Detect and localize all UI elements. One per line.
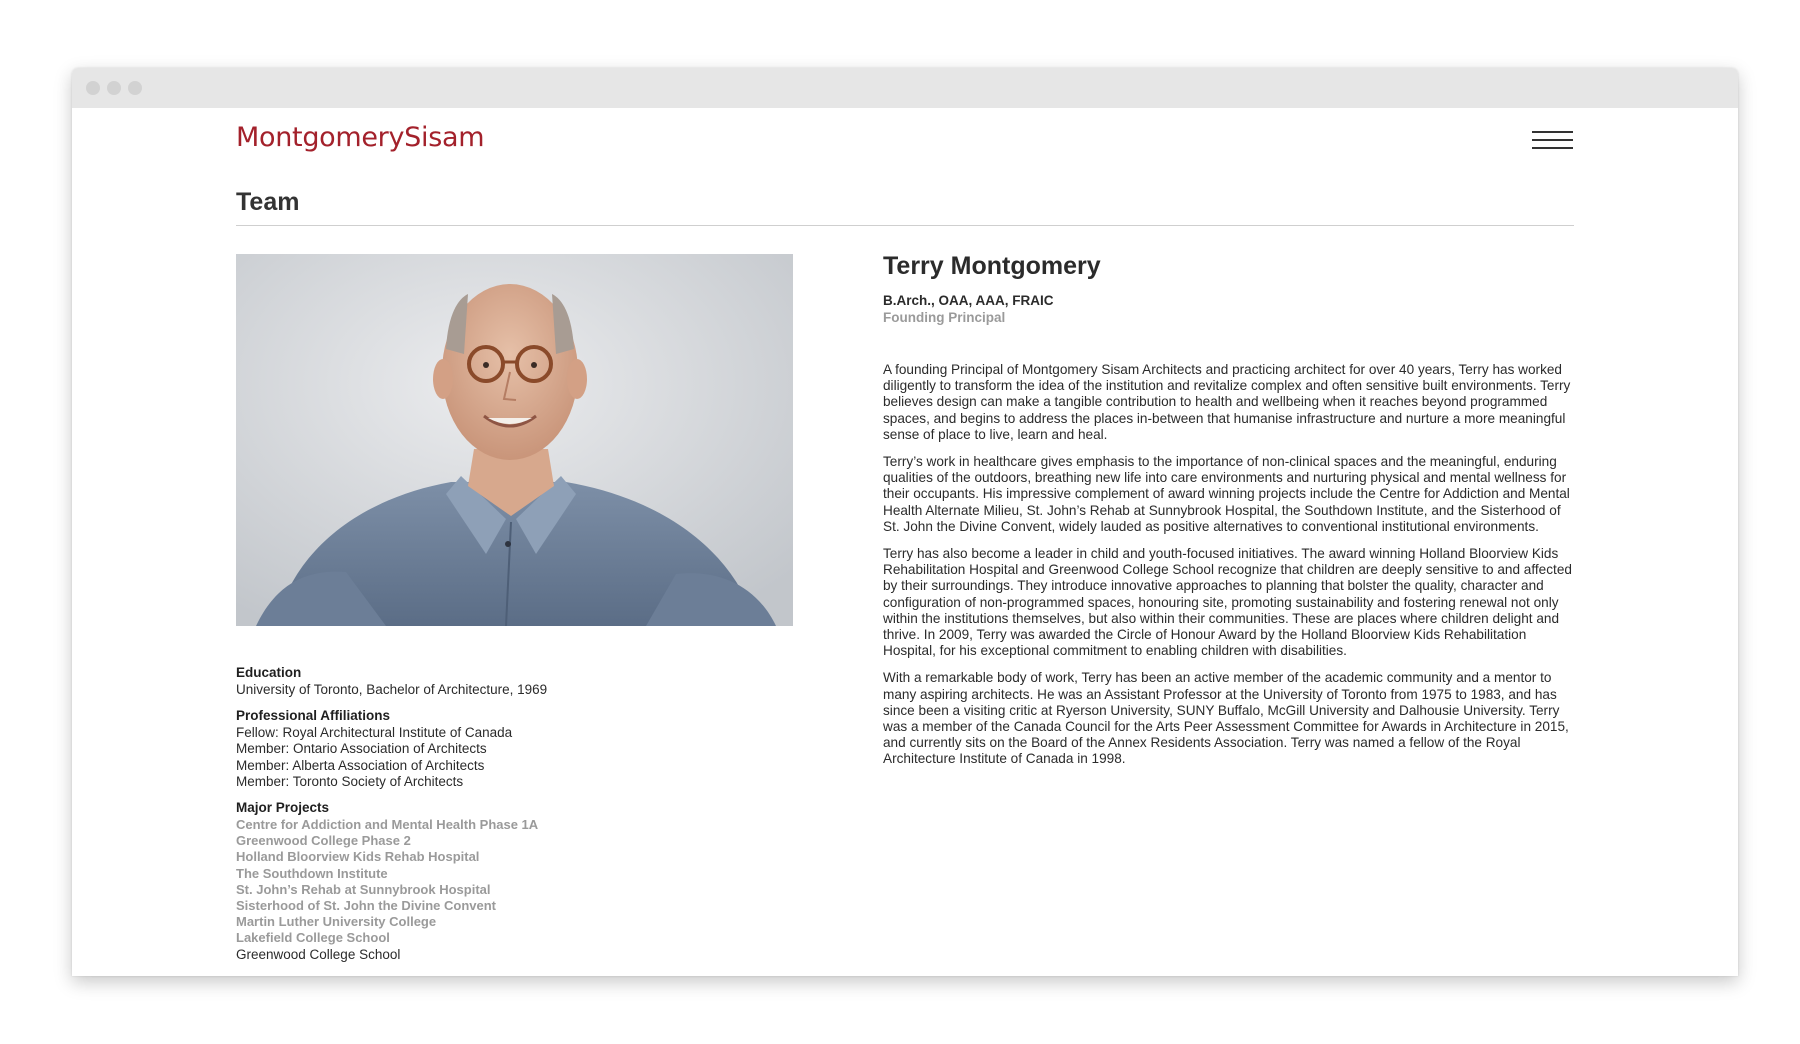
portrait-photo <box>236 254 793 626</box>
window-maximize-dot[interactable] <box>128 81 142 95</box>
person-credentials: B.Arch., OAA, AAA, FRAIC <box>883 293 1054 308</box>
hamburger-line <box>1532 147 1573 149</box>
profile-bio-column <box>883 250 1573 779</box>
project-link[interactable]: Martin Luther University College <box>236 914 437 930</box>
project-item: Greenwood College School <box>236 946 401 962</box>
affiliation-item: Fellow: Royal Architectural Institute of Canada <box>236 725 513 741</box>
project-link[interactable]: Lakefield College School <box>236 930 390 946</box>
profile-details <box>236 664 756 972</box>
project-link[interactable]: St. John’s Rehab at Sunnybrook Hospital <box>236 881 491 897</box>
person-name: Terry Montgomery <box>883 252 1101 280</box>
bio-paragraph: Terry has also become a leader in child and youth-focused initiatives. The award winning Holland Bloorview Kids Rehabilitation Hospital and Greenwood College School recognize that children are deeply sensitive to and affected by their surroundings. They introduce innovative approaches to planning that bolster the quality, character and configuration of non-programmed spaces, honouring site, promoting sustainability and fostering renewal not only within the institutions themselves, but also within their communities. These are places where children delight and thrive. In 2009, Terry was awarded the Circle of Honour Award by the Holland Bloorview Kids Rehabilitation Hospital, for his exceptional commitment to enabling children with disabilities. <box>883 546 1572 659</box>
window-titlebar <box>72 68 1738 108</box>
project-link[interactable]: Holland Bloorview Kids Rehab Hospital <box>236 849 480 865</box>
team-member-page <box>72 108 1738 976</box>
browser-window <box>72 68 1738 976</box>
bio-paragraph: Terry’s work in healthcare gives emphasis to the importance of non-clinical spaces and the meaningful, enduring qualities of the outdoors, breathing new life into care environments and nurturing physical and mental wellness for their occupants. His impressive complement of award winning projects include the Centre for Addiction and Mental Health Alternate Milieu, St. John’s Rehab at Sunnybrook Hospital, the Southdown Institute, and the Sisterhood of St. John the Divine Convent, widely lauded as positive alternatives to conventional institutional environments. <box>883 454 1570 534</box>
education-section <box>236 664 756 698</box>
person-role: Founding Principal <box>883 310 1006 325</box>
affiliation-item: Member: Alberta Association of Architects <box>236 757 485 773</box>
page-title: Team <box>236 188 300 216</box>
hamburger-line <box>1532 139 1573 141</box>
title-divider <box>236 225 1574 226</box>
project-link[interactable]: Greenwood College Phase 2 <box>236 833 411 849</box>
portrait-illustration <box>236 254 793 626</box>
project-link[interactable]: Sisterhood of St. John the Divine Convent <box>236 898 497 914</box>
window-close-dot[interactable] <box>86 81 100 95</box>
education-heading: Education <box>236 665 302 680</box>
projects-heading: Major Projects <box>236 800 330 816</box>
affiliation-item: Member: Ontario Association of Architects <box>236 741 487 757</box>
education-item: University of Toronto, Bachelor of Architecture, 1969 <box>236 682 548 697</box>
projects-section <box>236 799 756 963</box>
affiliations-heading: Professional Affiliations <box>236 708 391 724</box>
project-link[interactable]: The Southdown Institute <box>236 865 388 881</box>
person-biography <box>883 362 1573 768</box>
project-link[interactable]: Centre for Addiction and Mental Health Phase 1A <box>236 817 539 833</box>
hamburger-line <box>1532 131 1573 133</box>
window-minimize-dot[interactable] <box>107 81 121 95</box>
bio-paragraph: A founding Principal of Montgomery Sisam Architects and practicing architect for over 40 years, Terry has worked diligently to transform the idea of the institution and revitalize complex and often sensitive built environments. Terry believes design can make a tangible contribution to health and wellbeing when it reaches beyond programmed spaces, and begins to address the places in-between that humanise infrastructure and nurture a more meaningful sense of place to live, learn and heal. <box>883 362 1571 442</box>
site-logo[interactable]: MontgomerySisam <box>236 122 485 153</box>
affiliation-item: Member: Toronto Society of Architects <box>236 773 464 789</box>
affiliations-section <box>236 707 756 790</box>
hamburger-menu-icon[interactable] <box>1532 130 1573 152</box>
bio-paragraph: With a remarkable body of work, Terry has been an active member of the academic community and a mentor to many aspiring architects. He was an Assistant Professor at the University of Toronto from 1975 to 1983, and has since been a visiting critic at Ryerson University, SUNY Buffalo, McGill University and Dalhousie University. Terry was a member of the Canada Council for the Arts Peer Assessment Committee for Awards in Architecture in 2015, and currently sits on the Board of the Annex Residents Association. Terry was named a fellow of the Royal Architecture Institute of Canada in 1998. <box>883 670 1569 767</box>
